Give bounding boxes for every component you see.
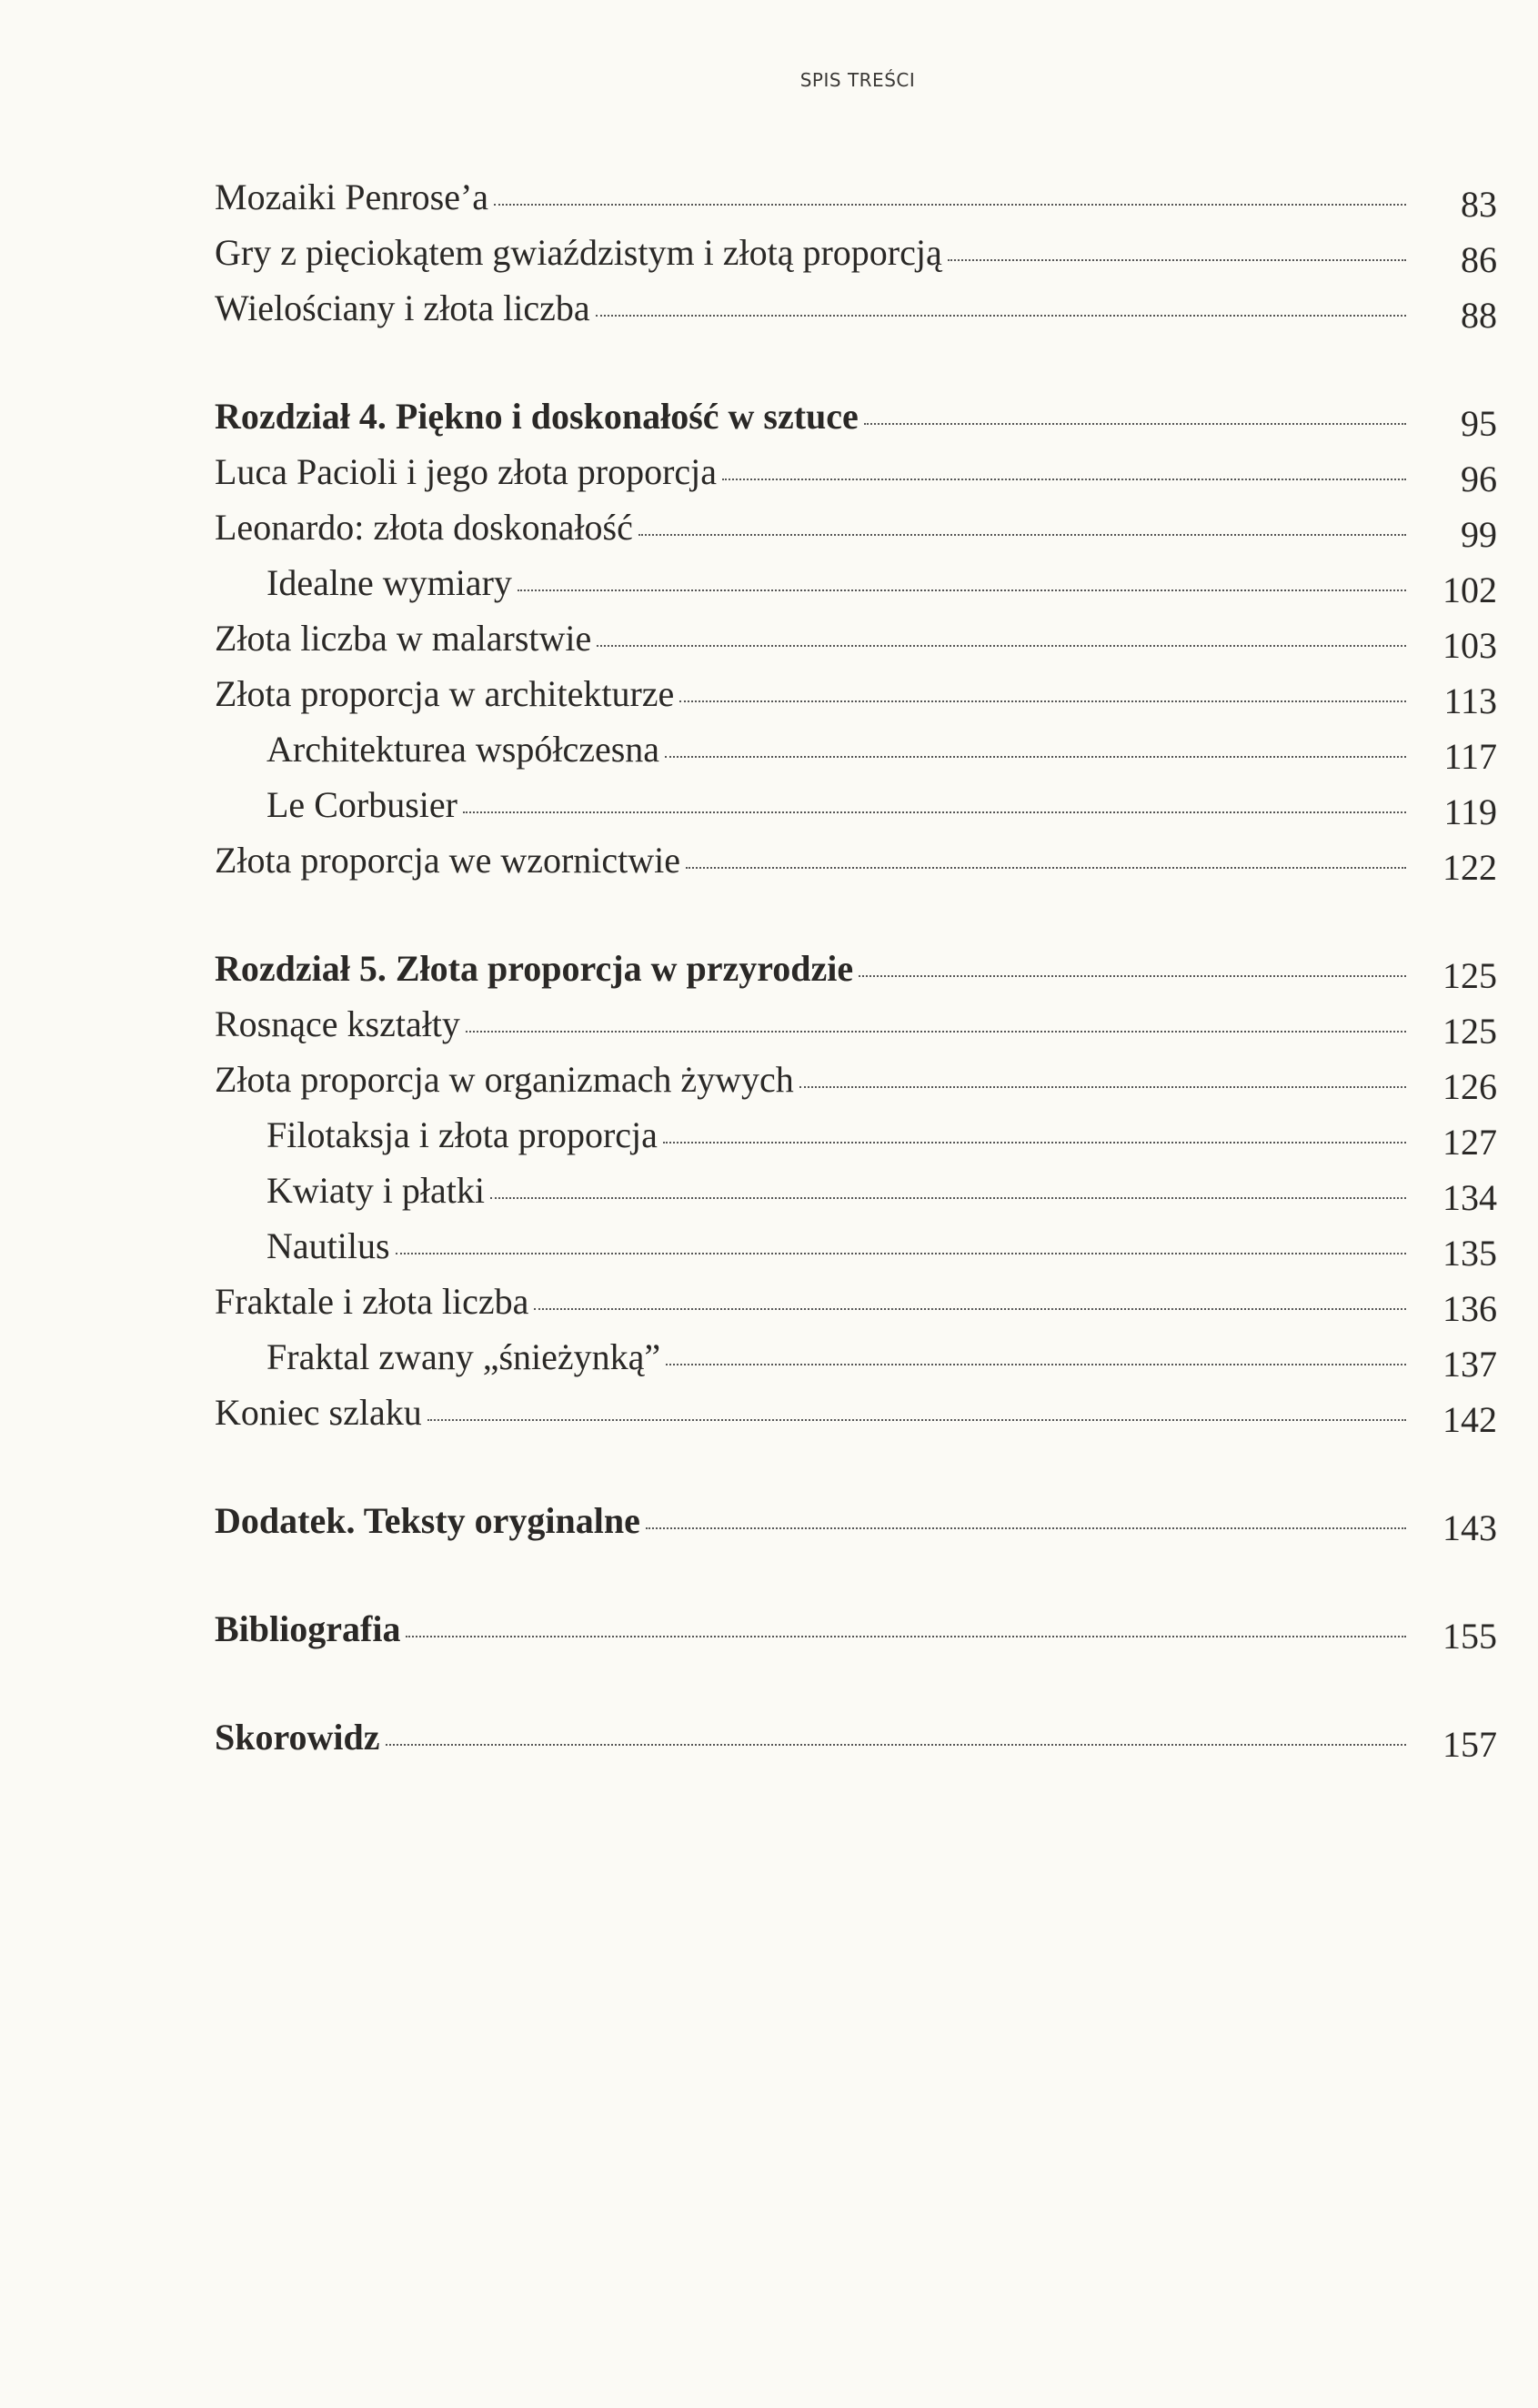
dot-leader	[646, 1527, 1406, 1529]
entry-title: Architekturea współczesna	[266, 729, 660, 770]
toc-entry[interactable]	[215, 721, 1497, 777]
entry-title: Kwiaty i płatki	[266, 1170, 485, 1211]
toc-section	[215, 388, 1497, 888]
entry-title: Wielościany i złota liczba	[215, 287, 590, 328]
page-number: 157	[1443, 1724, 1497, 1765]
dot-leader	[463, 811, 1406, 813]
page-number: 135	[1443, 1233, 1497, 1274]
page-number: 125	[1443, 955, 1497, 996]
toc-chapter-entry[interactable]	[215, 388, 1497, 444]
toc-chapter-entry[interactable]	[215, 1601, 1497, 1657]
dot-leader	[666, 1364, 1406, 1365]
table-of-contents	[215, 169, 1497, 1765]
page-number: 136	[1443, 1288, 1497, 1329]
dot-leader	[494, 204, 1406, 206]
page-number: 83	[1461, 184, 1497, 225]
entry-title: Nautilus	[266, 1225, 390, 1266]
dot-leader	[427, 1419, 1406, 1421]
page-number: 99	[1461, 514, 1497, 555]
toc-section	[215, 941, 1497, 1440]
page-number: 86	[1461, 239, 1497, 280]
entry-title: Mozaiki Penrose’a	[215, 176, 489, 217]
toc-entry[interactable]	[215, 832, 1497, 888]
page-number: 88	[1461, 295, 1497, 336]
dot-leader	[596, 315, 1406, 317]
page-number: 96	[1461, 458, 1497, 499]
toc-entry[interactable]	[215, 996, 1497, 1052]
dot-leader	[466, 1031, 1406, 1033]
entry-title: Złota proporcja we wzornictwie	[215, 840, 681, 881]
entry-title: Dodatek. Teksty oryginalne	[215, 1500, 640, 1541]
toc-entry[interactable]	[215, 1274, 1497, 1329]
dot-leader	[722, 479, 1406, 480]
entry-title: Luca Pacioli i jego złota proporcja	[215, 451, 718, 492]
entry-title: Skorowidz	[215, 1717, 380, 1758]
toc-entry[interactable]	[215, 610, 1497, 666]
toc-entry[interactable]	[215, 1163, 1497, 1218]
entry-title: Rozdział 4. Piękno i doskonałość w sztuce	[215, 396, 859, 437]
page-number: 134	[1443, 1177, 1497, 1218]
toc-entry[interactable]	[215, 1218, 1497, 1274]
dot-leader	[638, 534, 1406, 536]
toc-entry[interactable]	[215, 225, 1497, 280]
page-number: 127	[1443, 1122, 1497, 1163]
entry-title: Filotaksja i złota proporcja	[266, 1114, 658, 1155]
dot-leader	[534, 1308, 1406, 1310]
entry-title: Złota liczba w malarstwie	[215, 618, 592, 659]
page-number: 95	[1461, 403, 1497, 444]
toc-entry[interactable]	[215, 1052, 1497, 1107]
entry-title: Koniec szlaku	[215, 1392, 422, 1433]
dot-leader	[406, 1636, 1406, 1637]
toc-chapter-entry[interactable]	[215, 941, 1497, 996]
entry-title: Gry z pięciokątem gwiaździstym i złotą proporcją	[215, 232, 942, 273]
toc-entry[interactable]	[215, 1329, 1497, 1385]
entry-title: Złota proporcja w architekturze	[215, 673, 675, 714]
entry-title: Idealne wymiary	[266, 562, 512, 603]
dot-leader	[859, 975, 1406, 977]
page-number: 119	[1443, 791, 1497, 832]
dot-leader	[948, 259, 1406, 261]
entry-title: Bibliografia	[215, 1608, 401, 1649]
dot-leader	[396, 1253, 1406, 1254]
toc-entry[interactable]	[215, 1107, 1497, 1163]
entry-title: Fraktale i złota liczba	[215, 1281, 529, 1322]
entry-title: Le Corbusier	[266, 784, 457, 825]
toc-section	[215, 169, 1497, 336]
toc-entry[interactable]	[215, 280, 1497, 336]
toc-entry[interactable]	[215, 666, 1497, 721]
dot-leader	[864, 423, 1406, 425]
dot-leader	[679, 700, 1406, 702]
dot-leader	[518, 589, 1406, 591]
page-number: 103	[1443, 625, 1497, 666]
entry-title: Leonardo: złota doskonałość	[215, 507, 633, 548]
toc-section	[215, 1709, 1497, 1765]
page-number: 126	[1443, 1066, 1497, 1107]
toc-entry[interactable]	[215, 555, 1497, 610]
page-number: 155	[1443, 1616, 1497, 1657]
page-number: 142	[1443, 1399, 1497, 1440]
toc-chapter-entry[interactable]	[215, 1493, 1497, 1548]
toc-entry[interactable]	[215, 1385, 1497, 1440]
dot-leader	[597, 645, 1406, 647]
page-number: 137	[1443, 1344, 1497, 1385]
toc-section	[215, 1601, 1497, 1657]
page-number: 143	[1443, 1507, 1497, 1548]
toc-entry[interactable]	[215, 777, 1497, 832]
entry-title: Fraktal zwany „śnieżynką”	[266, 1336, 661, 1377]
toc-section	[215, 1493, 1497, 1548]
page-number: 125	[1443, 1011, 1497, 1052]
page-number: 102	[1443, 569, 1497, 610]
page-number: 122	[1443, 847, 1497, 888]
dot-leader	[663, 1142, 1406, 1144]
entry-title: Złota proporcja w organizmach żywych	[215, 1059, 794, 1100]
page-number: 117	[1443, 736, 1497, 777]
dot-leader	[686, 867, 1406, 869]
page-number: 113	[1443, 680, 1497, 721]
dot-leader	[386, 1744, 1406, 1746]
toc-entry[interactable]	[215, 444, 1497, 499]
toc-entry[interactable]	[215, 499, 1497, 555]
toc-chapter-entry[interactable]	[215, 1709, 1497, 1765]
dot-leader	[665, 756, 1406, 758]
dot-leader	[799, 1086, 1406, 1088]
dot-leader	[490, 1197, 1406, 1199]
entry-title: Rosnące kształty	[215, 1003, 460, 1044]
running-header: SPIS TREŚCI	[799, 69, 916, 91]
toc-entry[interactable]	[215, 169, 1497, 225]
entry-title: Rozdział 5. Złota proporcja w przyrodzie	[215, 948, 854, 989]
